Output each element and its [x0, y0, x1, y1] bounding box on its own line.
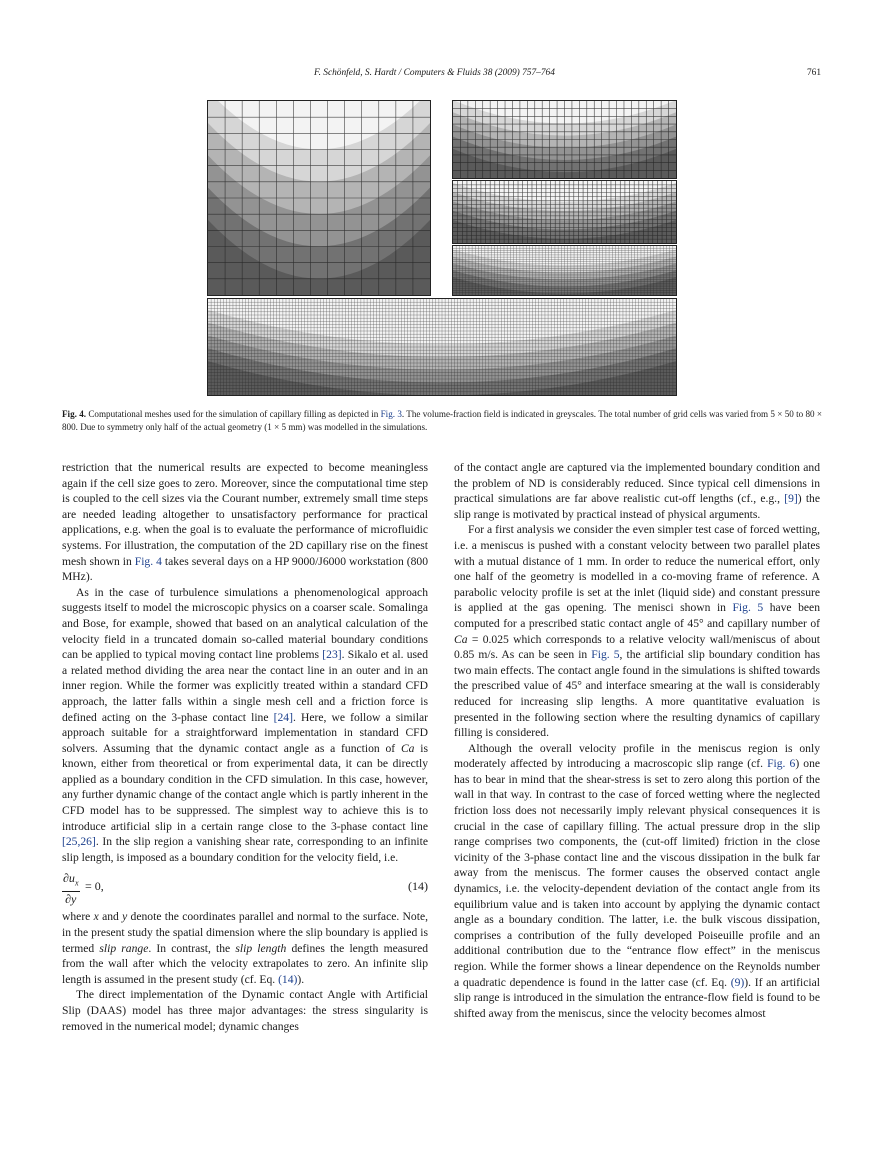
- text: Although the overall velocity profile in the meniscus region is only moderately affected by introducing a macroscopic slip range (cf.: [454, 741, 820, 771]
- symbol: Ca: [400, 741, 415, 755]
- paragraph: [454, 460, 820, 522]
- term: slip length: [235, 941, 287, 955]
- paragraph: [62, 909, 428, 987]
- right-column: [454, 460, 820, 1021]
- text: ).: [297, 972, 305, 986]
- paragraph: [62, 585, 428, 866]
- mesh-medium-panel-1: [452, 100, 677, 179]
- text: ). If an artificial slip range is introduced in the simulation the entrance-flow field is found to be shifted away from the meniscus, since the velocity becomes almost: [454, 975, 820, 1020]
- text: defines the length measured from the wall after which the velocity extrapolates to zero. An infinite slip length is assumed in the present study (cf. Eq.: [62, 941, 429, 986]
- paragraph: The direct implementation of the Dynamic contact Angle with Artificial Slip (DAAS) model has three major advantages: the stress singularity is removed in the numerical model; dynamic changes: [62, 988, 428, 1033]
- text: where: [62, 910, 94, 924]
- figure-link[interactable]: Fig. 5: [732, 601, 764, 615]
- text: . Sikalo et al. used a related method dividing the area near the contact line in an outer and in an inner region. While the former was explicitly treated within a standard CFD approach, the latter falls within a single mesh cell and a friction force is defined acting on the 3-phase contact line: [62, 648, 428, 724]
- mesh-medium-panel-2: [452, 180, 677, 244]
- mesh-svg: [453, 246, 676, 295]
- mesh-svg: [208, 101, 430, 295]
- citation-link[interactable]: [24]: [273, 710, 293, 724]
- equation-numerator: $\partial u_x$: [62, 871, 80, 891]
- equation-link[interactable]: (9): [730, 975, 745, 989]
- paragraph: [454, 741, 820, 1022]
- text: , the artificial slip boundary condition has two main effects. The contact angle found in the simulations is shifted towards the prescribed value of 45° and interface smearing at the wall is considerably reduced for increasing slip lengths. A more quantitative evaluation is presented in the following section where the resulting dynamics of capillary filling is considered.: [454, 648, 821, 740]
- text: . In the slip region a vanishing shear rate, corresponding to an infinite slip length, is imposed as a boundary condition for the velocity field, i.e.: [62, 835, 428, 864]
- mesh-coarse-panel: [207, 100, 431, 296]
- equation-14: [62, 871, 428, 905]
- text: For a first analysis we consider the even simpler test case of forced wetting, i.e. a meniscus is pushed with a constant velocity between two parallel plates with a mutual distance of 1 mm. In order to reduce the numerical effort, only one half of the geometry is modelled in a co-moving frame of reference. A parabolic velocity profile is set at the inlet (liquid side) and constant pressure is applied at the gas opening. The menisci shown in: [454, 523, 820, 615]
- equation-rhs: = 0,: [85, 879, 104, 894]
- text: . In contrast, the: [148, 941, 236, 955]
- paragraph: [454, 522, 820, 740]
- caption-text-b: . The volume-fraction field is indicated in greyscales. The total number of grid cells was varied from 5 × 50 to 80 × 800. Due to symmetry only half of the actual geometry (1 × 5 mm) was modelled in the simulations.: [62, 409, 822, 432]
- figure-label: Fig. 4.: [62, 409, 87, 419]
- figure-caption: [62, 408, 822, 433]
- mesh-svg: [453, 181, 676, 243]
- text: and: [98, 910, 123, 924]
- citation-link[interactable]: [25,26]: [62, 835, 96, 849]
- symbol: y: [122, 910, 128, 924]
- text: As in the case of turbulence simulations a phenomenological approach suggests itself to model the microscopic physics on a coarser scale. Somalinga and Bose, for example, showed that based on an analytical calculation of the velocity field in a truncated domain so-called material boundary conditions can be applied to typical moving contact line problems: [62, 585, 428, 662]
- text: takes several days on a HP 9000/J6000 workstation (800 MHz).: [62, 554, 428, 584]
- text: = 0.025 which corresponds to a relative velocity wall/meniscus of about 0.85 m/s. As can be seen in: [454, 632, 820, 662]
- caption-figure-link[interactable]: Fig. 3: [380, 409, 402, 419]
- figure-link[interactable]: Fig. 6: [767, 757, 796, 771]
- text: restriction that the numerical results are expected to become meaningless again if the cell size goes to zero. Moreover, since the computational time step is coupled to the cell sizes via the Courant number, extremely small time steps are needed leading altogether to unsatisfactory performance for practical applications, e.g. when the goal is to evaluate the performance of microfluidic systems. For illustration, the computation of the 2D capillary rise on the finest mesh shown in: [62, 461, 428, 568]
- text: ) the slip range is motivated by practical instead of physical arguments.: [454, 492, 820, 521]
- citation-link[interactable]: [9]: [784, 492, 798, 506]
- paragraph: [62, 460, 428, 585]
- caption-text-a: Computational meshes used for the simulation of capillary filling as depicted in: [86, 409, 381, 419]
- text: . Here, we follow a similar approach suitable for a straightforward implementation in standard CFD solvers. Assuming that the dynamic contact angle as a function of: [62, 710, 428, 755]
- mesh-svg: [453, 101, 676, 178]
- text: have been computed for a prescribed static contact angle of 45° and capillary number of: [454, 601, 820, 630]
- text: ) one has to bear in mind that the shear-stress is set to zero along this portion of the wall in that way. In contrast to the case of forced wetting where the neglected friction loss does not necessarily imply relevant physical consequences it is crucial in the case of capillary filling. The actual pressure drop in the slip range comprises two components, the (cut-off limited) friction in the close vicinity of the 3-phase contact line and the viscous dissipation in the bulk far away from the meniscus. The former causes the observed contact angle dynamics, i.e. the velocity-dependent deviation of the contact angle from its equilibrium value and is taken into account by applying the dynamic contact angle as a boundary condition. The latter, i.e. the bulk viscous dissipation, comprises a contribution of the fully developed Poiseuille profile and an additional contribution due to the “entrance flow effect” in the meniscus region. While the former shows a linear dependence on the Reynolds number a quadratic dependence is found in the latter case (cf. Eq.: [454, 757, 821, 989]
- citation-link[interactable]: [23]: [322, 648, 342, 662]
- symbol: Ca: [454, 632, 468, 646]
- text: is known, either from theoretical or from experimental data, it can be directly applied as a boundary condition in the CFD simulation. In this case, however, any further dynamic change of the contact angle which is partly inherent in the CFD model has to be suppressed. The simplest way to achieve this is to introduce artificial slip in a certain range close to the 3-phase contact line: [62, 741, 428, 833]
- symbol: x: [93, 910, 99, 924]
- equation-number: (14): [408, 879, 428, 894]
- running-head: F. Schönfeld, S. Hardt / Computers & Fluids 38 (2009) 757–764: [314, 68, 555, 78]
- figure-link[interactable]: Fig. 4: [134, 554, 162, 568]
- equation-fraction: [62, 871, 80, 906]
- text: of the contact angle are captured via the implemented boundary condition and the problem of ND is considerably reduced. Since typical cell dimensions in practical simulations are far above realistic cut-off lengths (cf., e.g.,: [454, 461, 820, 506]
- left-column: [62, 460, 428, 1034]
- text: denote the coordinates parallel and normal to the surface. Note, in the present study the spatial dimension where the slip boundary is applied is termed: [62, 910, 428, 955]
- equation-link[interactable]: (14): [278, 972, 298, 986]
- figure-link[interactable]: Fig. 5: [591, 648, 620, 662]
- mesh-fine-panel: [452, 245, 677, 296]
- equation-denominator: ∂y: [65, 891, 77, 906]
- term: slip range: [99, 941, 149, 955]
- mesh-finest-panel: [207, 298, 677, 396]
- mesh-svg: [208, 299, 676, 395]
- page-number: 761: [806, 68, 821, 78]
